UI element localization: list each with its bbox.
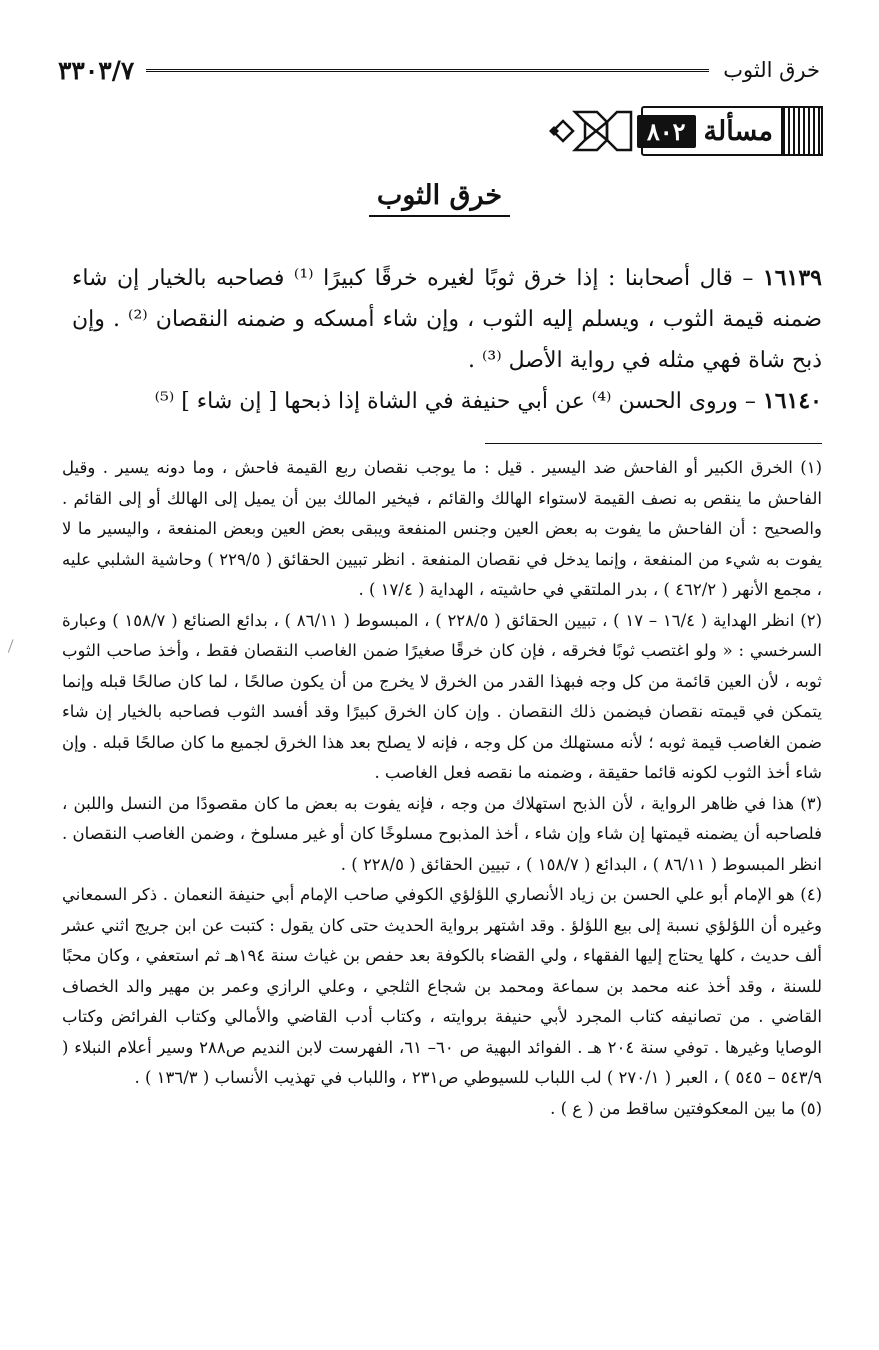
masala-number: ٨٠٢: [637, 115, 696, 148]
page-number: ٣٣٠٣/٧: [58, 55, 135, 85]
paragraph-text: – قال أصحابنا : إذا خرق ثوبًا لغيره خرقًا كبيرًا ⁽¹⁾ فصاحبه بالخيار إن شاء ضمنه قيمة الثوب ، ويسلم إليه الثوب ، وإن شاء أمسكه و ضمنه النقصان ⁽²⁾ . وإن ذبح شاة فهي مثله في رواية الأصل ⁽³⁾ .: [72, 266, 823, 373]
banner-frame: [641, 106, 823, 156]
masala-banner: [553, 104, 823, 158]
main-text: [72, 258, 822, 422]
issue-number: ١٦١٤٠: [762, 388, 822, 414]
paragraph-text: – وروى الحسن ⁽⁴⁾ عن أبي حنيفة في الشاة إذا ذبحها [ إن شاء ] ⁽⁵⁾: [154, 389, 763, 414]
running-title: خرق الثوب: [723, 58, 820, 82]
footnotes: [62, 453, 822, 1124]
footnote-separator: [485, 443, 822, 444]
margin-mark: [8, 639, 19, 655]
footnote-1: (١) الخرق الكبير أو الفاحش ضد اليسير . قيل : ما يوجب نقصان ربع القيمة فاحش ، وما دونه يسير . وقيل الفاحش ما ينقص به نصف القيمة لاستواء الهالك والقائم ، فيخير المالك بين أن يميل إلى الهالك أو إلى القائم . والصحيح : أن الفاحش ما يفوت به بعض العين وجنس المنفعة ويبقى بعض العين وبعض المنفعة ، واليسير ما لا يفوت به شيء من المنفعة ، وإنما يدخل في نقصان المنفعة . انظر تبيين الحقائق ( ٢٢٩/٥ ) وحاشية الشلبي عليه ، مجمع الأنهر ( ٤٦٢/٢ ) ، بدر الملتقي في حاشيته ، الهداية ( ١٧/٤ ) .: [62, 458, 823, 599]
running-header: [58, 50, 820, 90]
footnote-3: (٣) هذا في ظاهر الرواية ، لأن الذبح استهلاك من وجه ، فإنه يفوت به بعض ما كان مقصودًا من النسل واللبن ، فلصاحبه أن يضمنه قيمتها إن شاء وإن شاء ، أخذ المذبوح مسلوخًا كان أو غير مسلوخ ، وضمن الغاصب النقصان . انظر المبسوط ( ٨٦/١١ ) ، البدائع ( ١٥٨/٧ ) ، تبيين الحقائق ( ٢٢٨/٥ ) .: [62, 793, 822, 874]
footnote-5: (٥) ما بين المعكوفتين ساقط من ( ع ) .: [550, 1098, 822, 1118]
chapter-title: خرق الثوب: [0, 180, 879, 217]
footnote-2: (٢) انظر الهداية ( ١٦/٤ – ١٧ ) ، تبيين الحقائق ( ٢٢٨/٥ ) ، المبسوط ( ٨٦/١١ ) ، بدائع الصنائع ( ١٥٨/٧ ) وعبارة السرخسي : « ولو اغتصب ثوبًا فخرقه ، فإن كان خرقًا صغيرًا ضمن الغاصب النقصان فقط ، وأخذ صاحب الثوب ثوبه ، لأن العين قائمة من كل وجه فبهذا القدر من الخرق لا يخرج من أن يكون صالحًا ، لما كان صالحًا قبله وإنما يتمكن في قيمته نقصان فيضمن ذلك النقصان . وإن كان الخرق كبيرًا وقد أفسد الثوب فصاحبه بالخيار إن شاء ضمن الغاصب قيمة ثوبه ؛ لأنه مستهلك من كل وجه ، فإنه لا يصلح بعد هذا الخرق لجميع ما كان صالحًا قبله . وإن شاء أخذ الثوب لكونه قائما حقيقة ، وضمنه ما نقصه فعل الغاصب .: [62, 610, 823, 782]
footnote-4: (٤) هو الإمام أبو علي الحسن بن زياد الأنصاري اللؤلؤي الكوفي صاحب الإمام أبي حنيفة النعمان . ذكر السمعاني وغيره أن اللؤلؤي نسبة إلى بيع اللؤلؤ . وقد اشتهر برواية الحديث حتى كان يقول : كتبت عن ابن جريج اثني عشر ألف حديث ، كلها يحتاج إليها الفقهاء ، ولي القضاء بالكوفة بعد حفص بن غياث سنة ١٩٤هـ ثم استعفي ، وكان محبًا للسنة ، وقد أخذ عنه محمد بن سماعة ومحمد بن شجاع الثلجي ، وعلي الرازي وعمر بن مهير والد الخصاف القاضي . من تصانيفه كتاب المجرد لأبي حنيفة بروايته ، وكتاب أدب القاضي والأمالي وكتاب الفرائض وكتاب الوصايا وغيرها . توفي سنة ٢٠٤ هـ . الفوائد البهية ص ٦٠– ٦١، الفهرست لابن النديم ص٢٨٨ وسير أعلام النبلاء ( ٥٤٣/٩ – ٥٤٥ ) ، العبر ( ٢٧٠/١ ) لب اللباب للسيوطي ص٢٣١ ، واللباب في تهذيب الأنساب ( ١٣٦/٣ ) .: [62, 885, 822, 1087]
paragraph-16139: [72, 258, 822, 381]
issue-number: ١٦١٣٩: [762, 265, 822, 291]
paragraph-16140: [72, 381, 822, 422]
geometric-ornament-icon: [545, 104, 637, 158]
masala-label: مسألة: [703, 115, 773, 147]
header-rule: [146, 69, 709, 72]
